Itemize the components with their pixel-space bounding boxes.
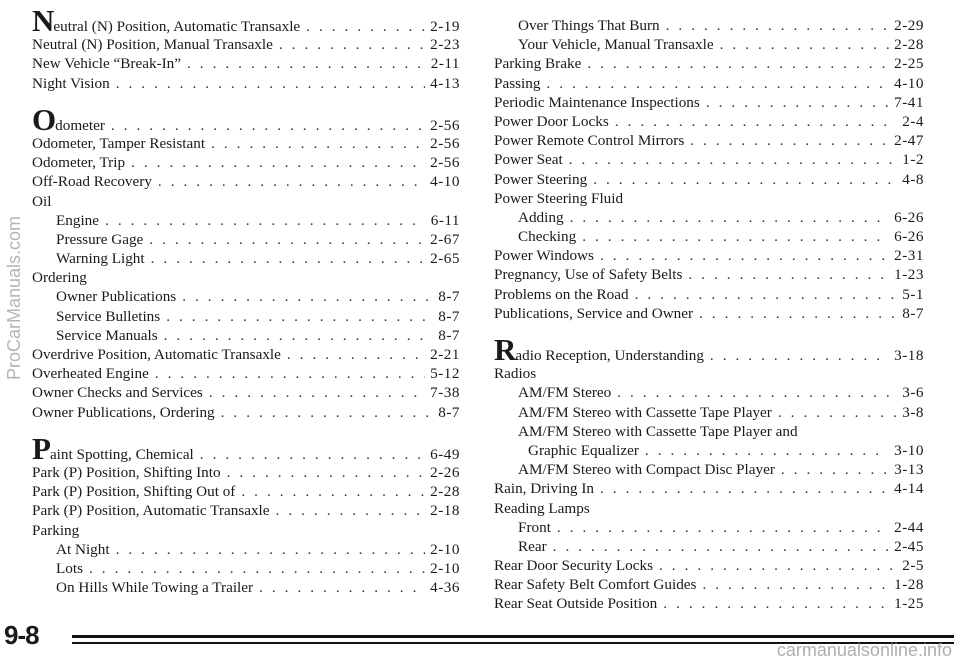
- section-initial-p: P: [32, 430, 50, 466]
- page-number: 9-8: [4, 620, 39, 650]
- footer-rule-thick: [72, 635, 954, 638]
- index-subentry: AM/FM Stereo . . . 3-6: [494, 383, 924, 402]
- index-entry: Power Windows . . . 2-31: [494, 246, 924, 265]
- index-entry: Odometer, Trip . . . 2-56: [32, 153, 460, 172]
- index-subentry: Over Things That Burn . . . 2-29: [494, 16, 924, 35]
- index-entry: Passing . . . 4-10: [494, 74, 924, 93]
- index-entry: Rear Safety Belt Comfort Guides . . . 1-28: [494, 575, 924, 594]
- index-entry: Power Remote Control Mirrors . . . 2-47: [494, 131, 924, 150]
- index-subentry: Warning Light . . . 2-65: [32, 249, 460, 268]
- index-entry: Overheated Engine . . . 5-12: [32, 364, 460, 383]
- index-entry: New Vehicle “Break-In” . . . 2-11: [32, 54, 460, 73]
- index-entry: Park (P) Position, Shifting Into . . . 2-26: [32, 463, 460, 482]
- index-column-right: [494, 16, 924, 614]
- index-heading-r: Radio Reception, Understanding . . . 3-18: [494, 345, 924, 364]
- index-entry: Owner Publications, Ordering . . . 8-7: [32, 403, 460, 422]
- index-entry: Pregnancy, Use of Safety Belts . . . 1-23: [494, 265, 924, 284]
- index-subentry: Adding . . . 6-26: [494, 208, 924, 227]
- index-entry: Park (P) Position, Shifting Out of . . . 2-28: [32, 482, 460, 501]
- index-entry: Park (P) Position, Automatic Transaxle . . . 2-18: [32, 501, 460, 520]
- index-heading-n: Neutral (N) Position, Automatic Transaxle . . . 2-19: [32, 16, 460, 35]
- index-heading-p: Paint Spotting, Chemical . . . 6-49: [32, 444, 460, 463]
- index-subentry: Service Bulletins . . . 8-7: [32, 307, 460, 326]
- section-initial-n: N: [32, 3, 54, 38]
- index-group-label: Oil: [32, 192, 52, 210]
- index-entry: Rear Door Security Locks . . . 2-5: [494, 556, 924, 575]
- section-initial-r: R: [494, 332, 516, 367]
- index-subentry: Service Manuals . . . 8-7: [32, 326, 460, 345]
- index-entry: Night Vision . . . 4-13: [32, 74, 460, 93]
- index-entry: Neutral (N) Position, Manual Transaxle . . . 2-23: [32, 35, 460, 54]
- section-initial-o: O: [32, 101, 56, 137]
- index-subentry: On Hills While Towing a Trailer . . . 4-36: [32, 578, 460, 597]
- index-subentry: Owner Publications . . . 8-7: [32, 287, 460, 306]
- index-subentry: At Night . . . 2-10: [32, 540, 460, 559]
- index-entry: Power Door Locks . . . 2-4: [494, 112, 924, 131]
- index-entry: Odometer, Tamper Resistant . . . 2-56: [32, 134, 460, 153]
- index-entry: Power Seat . . . 1-2: [494, 150, 924, 169]
- index-entry: Problems on the Road . . . 5-1: [494, 285, 924, 304]
- index-group-label: Radios: [494, 365, 537, 383]
- index-subentry: Rear . . . 2-45: [494, 537, 924, 556]
- index-subentry: Pressure Gage . . . 2-67: [32, 230, 460, 249]
- index-heading-o: Odometer . . . 2-56: [32, 115, 460, 134]
- index-entry: Power Steering . . . 4-8: [494, 170, 924, 189]
- index-entry: Periodic Maintenance Inspections . . . 7-41: [494, 93, 924, 112]
- index-entry: Owner Checks and Services . . . 7-38: [32, 383, 460, 402]
- watermark-bottom: carmanualsonline.info: [776, 640, 952, 660]
- index-entry: Off-Road Recovery . . . 4-10: [32, 172, 460, 191]
- index-column-left: [32, 3, 460, 597]
- index-entry: Rain, Driving In . . . 4-14: [494, 479, 924, 498]
- index-entry: Rear Seat Outside Position . . . 1-25: [494, 594, 924, 613]
- index-subentry: AM/FM Stereo with Compact Disc Player . . . 3-13: [494, 460, 924, 479]
- index-group-label: Ordering: [32, 269, 87, 287]
- index-subentry: Engine . . . 6-11: [32, 211, 460, 230]
- index-subentry: AM/FM Stereo with Cassette Tape Player . . . 3-8: [494, 403, 924, 422]
- index-subentry: Front . . . 2-44: [494, 518, 924, 537]
- index-subentry-continued: Graphic Equalizer . . . 3-10: [494, 441, 924, 460]
- index-subentry: Your Vehicle, Manual Transaxle . . . 2-28: [494, 35, 924, 54]
- index-group-label: Parking: [32, 521, 80, 539]
- index-subentry: AM/FM Stereo with Cassette Tape Player and: [518, 422, 798, 440]
- index-group-label: Reading Lamps: [494, 499, 590, 517]
- index-group-label: Power Steering Fluid: [494, 189, 624, 207]
- index-entry: Overdrive Position, Automatic Transaxle . . . 2-21: [32, 345, 460, 364]
- index-entry: Publications, Service and Owner . . . 8-7: [494, 304, 924, 323]
- index-entry: Parking Brake . . . 2-25: [494, 54, 924, 73]
- watermark-vertical: ProCarManuals.com: [4, 215, 24, 380]
- index-subentry: Lots . . . 2-10: [32, 559, 460, 578]
- index-subentry: Checking . . . 6-26: [494, 227, 924, 246]
